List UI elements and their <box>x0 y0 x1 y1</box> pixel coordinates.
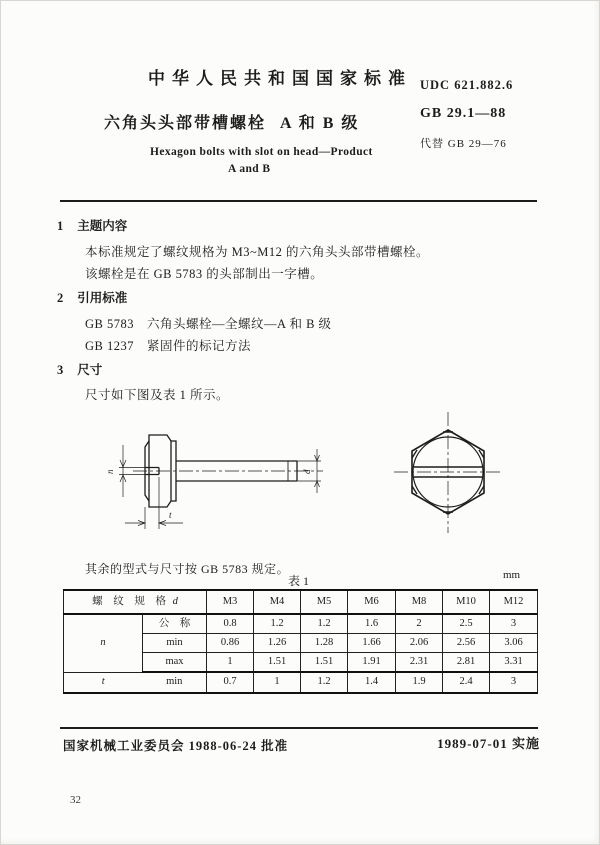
row-symbol-t: t <box>64 672 143 693</box>
row-label: min <box>143 672 207 693</box>
section-3-number: 3 <box>57 363 64 377</box>
cell: 1.26 <box>254 634 301 653</box>
cell: 1 <box>207 653 254 673</box>
row-symbol-n: n <box>64 614 143 672</box>
cell: 1.51 <box>301 653 348 673</box>
table-caption: 表 1 <box>288 574 310 588</box>
cell: 1.28 <box>301 634 348 653</box>
col-header: M3 <box>207 590 254 614</box>
cell: 1.2 <box>301 614 348 634</box>
bolt-head-end-view-figure <box>392 410 504 535</box>
document-title-en-line2: A and B <box>228 163 271 175</box>
section-2-heading <box>57 288 127 306</box>
cell: 2.81 <box>443 653 490 673</box>
cell: 0.86 <box>207 634 254 653</box>
udc-number: UDC 621.882.6 <box>420 78 514 92</box>
section-3-title: 尺寸 <box>77 363 103 377</box>
header-divider <box>60 200 537 202</box>
cell: 2.4 <box>443 672 490 693</box>
title-cn-text: 六角头头部带槽螺栓 <box>104 115 267 132</box>
page-number: 32 <box>70 794 81 806</box>
cell: 0.8 <box>207 614 254 634</box>
row-label: max <box>143 653 207 673</box>
cell: 2.5 <box>443 614 490 634</box>
col-header: M10 <box>443 590 490 614</box>
cell: 3 <box>490 614 538 634</box>
cell: 1.4 <box>348 672 396 693</box>
spec-header-cell: 螺 纹 规 格 d <box>64 590 207 614</box>
table-unit: mm <box>503 569 521 581</box>
cell: 1.91 <box>348 653 396 673</box>
section-2-title: 引用标准 <box>77 291 128 305</box>
dim-label-t: t <box>169 510 172 520</box>
cell: 2.56 <box>443 634 490 653</box>
cell: 2.06 <box>396 634 443 653</box>
approval-note: 国家机械工业委员会 1988-06-24 批准 <box>63 739 289 753</box>
cell: 3.31 <box>490 653 538 673</box>
dimension-table <box>63 589 538 694</box>
col-header: M12 <box>490 590 538 614</box>
dim-label-d: d <box>302 469 312 474</box>
cell: 1.6 <box>348 614 396 634</box>
col-header: M5 <box>301 590 348 614</box>
footer-divider <box>60 727 538 729</box>
section-2-number: 2 <box>57 291 64 305</box>
section-1-paragraph-2: 该螺栓是在 GB 5783 的头部制出一字槽。 <box>85 267 324 281</box>
cell: 0.7 <box>207 672 254 693</box>
section-3-paragraph-1: 尺寸如下图及表 1 所示。 <box>85 388 230 402</box>
cell: 3.06 <box>490 634 538 653</box>
section-1-number: 1 <box>57 219 64 233</box>
standard-banner: 中华人民共和国国家标准 <box>148 69 412 88</box>
cell: 1.66 <box>348 634 396 653</box>
table-row-t-min <box>64 672 538 693</box>
implementation-note: 1989-07-01 实施 <box>437 736 540 751</box>
reference-2: GB 1237 紧固件的标记方法 <box>85 339 251 353</box>
table-note: 其余的型式与尺寸按 GB 5783 规定。 <box>85 562 290 576</box>
document-title-en: Hexagon bolts with slot on head—Product <box>150 146 373 158</box>
table-row-n-nominal <box>64 614 538 634</box>
cell: 1 <box>254 672 301 693</box>
reference-1: GB 5783 六角头螺栓—全螺纹—A 和 B 级 <box>85 317 332 331</box>
cell: 1.9 <box>396 672 443 693</box>
cell: 1.2 <box>301 672 348 693</box>
bolt-side-view-figure <box>105 415 350 540</box>
title-cn-grade: A 和 B 级 <box>280 115 360 132</box>
standard-number: GB 29.1—88 <box>420 106 507 121</box>
cell: 1.51 <box>254 653 301 673</box>
col-header: M4 <box>254 590 301 614</box>
cell: 2.31 <box>396 653 443 673</box>
col-header: M6 <box>348 590 396 614</box>
replaces-note: 代替 GB 29—76 <box>420 138 507 150</box>
col-header: M8 <box>396 590 443 614</box>
section-1-heading <box>57 216 127 234</box>
cell: 1.2 <box>254 614 301 634</box>
row-label: 公 称 <box>143 614 207 634</box>
section-1-paragraph-1: 本标准规定了螺纹规格为 M3~M12 的六角头头部带槽螺栓。 <box>85 245 429 259</box>
document-title-cn <box>104 110 359 133</box>
cell: 3 <box>490 672 538 693</box>
section-1-title: 主题内容 <box>77 219 128 233</box>
section-3-heading <box>57 360 102 378</box>
table-header-row <box>64 590 538 614</box>
dim-label-n: n <box>105 469 115 474</box>
cell: 2 <box>396 614 443 634</box>
row-label: min <box>143 634 207 653</box>
